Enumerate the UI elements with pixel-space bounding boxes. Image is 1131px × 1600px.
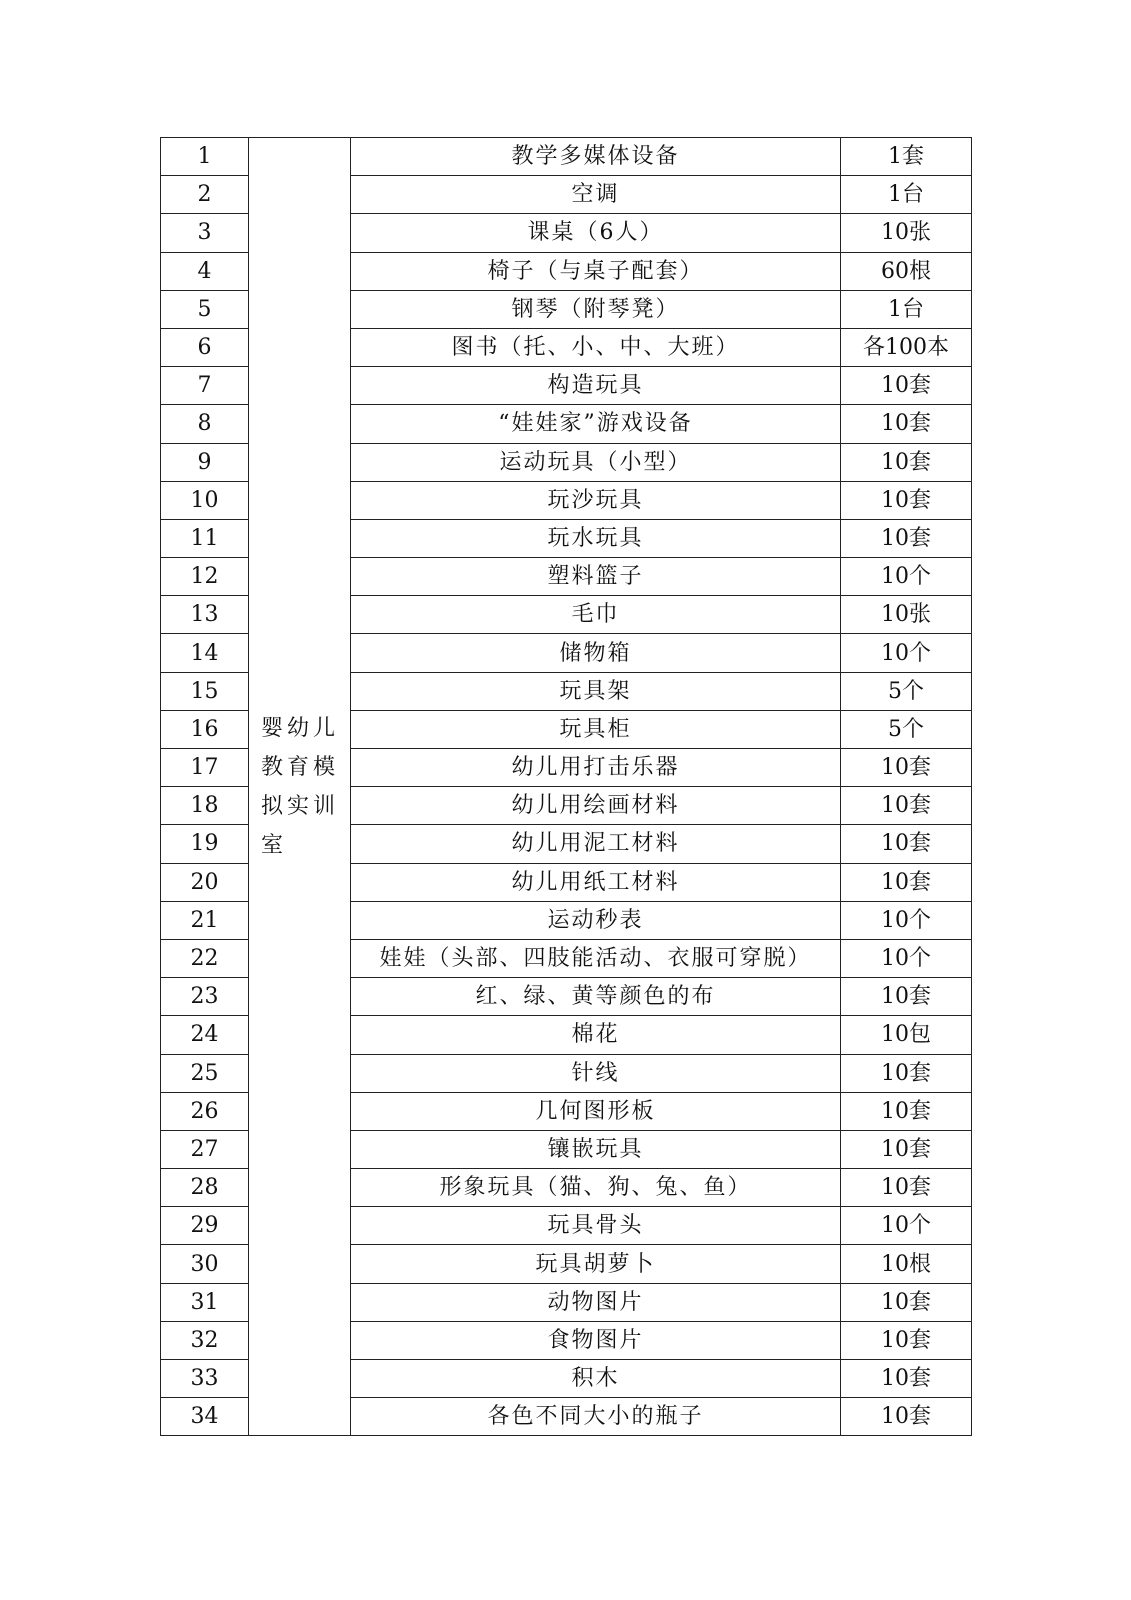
equipment-quantity: 10张 [841, 214, 972, 252]
equipment-name: 娃娃（头部、四肢能活动、衣服可穿脱） [351, 939, 841, 977]
equipment-quantity: 10套 [841, 1092, 972, 1130]
row-number: 23 [161, 978, 249, 1016]
row-number: 6 [161, 328, 249, 366]
equipment-quantity: 10套 [841, 1398, 972, 1436]
equipment-quantity: 1台 [841, 290, 972, 328]
equipment-quantity: 10套 [841, 863, 972, 901]
equipment-name: 动物图片 [351, 1283, 841, 1321]
row-number: 8 [161, 405, 249, 443]
equipment-name: 运动秒表 [351, 901, 841, 939]
equipment-name: 毛巾 [351, 596, 841, 634]
equipment-quantity: 10套 [841, 749, 972, 787]
equipment-name: 塑料篮子 [351, 558, 841, 596]
equipment-name: 椅子（与桌子配套） [351, 252, 841, 290]
equipment-name: 课桌（6人） [351, 214, 841, 252]
equipment-name: 幼儿用泥工材料 [351, 825, 841, 863]
equipment-quantity: 10套 [841, 1283, 972, 1321]
row-number: 29 [161, 1207, 249, 1245]
equipment-quantity: 10根 [841, 1245, 972, 1283]
row-number: 28 [161, 1169, 249, 1207]
equipment-quantity: 10套 [841, 1360, 972, 1398]
equipment-name: 储物箱 [351, 634, 841, 672]
equipment-quantity: 10个 [841, 558, 972, 596]
equipment-name: 玩水玩具 [351, 519, 841, 557]
row-number: 18 [161, 787, 249, 825]
equipment-quantity: 10套 [841, 825, 972, 863]
equipment-name: 镶嵌玩具 [351, 1130, 841, 1168]
equipment-name: 红、绿、黄等颜色的布 [351, 978, 841, 1016]
equipment-quantity: 10套 [841, 787, 972, 825]
equipment-name: 幼儿用打击乐器 [351, 749, 841, 787]
row-number: 4 [161, 252, 249, 290]
equipment-name: 运动玩具（小型） [351, 443, 841, 481]
equipment-quantity: 10个 [841, 634, 972, 672]
equipment-quantity: 10套 [841, 405, 972, 443]
room-name: 婴幼儿教育模拟实训室 [249, 138, 351, 1436]
row-number: 26 [161, 1092, 249, 1130]
equipment-name: 图书（托、小、中、大班） [351, 328, 841, 366]
equipment-quantity: 10套 [841, 367, 972, 405]
equipment-quantity: 10个 [841, 901, 972, 939]
row-number: 25 [161, 1054, 249, 1092]
equipment-name: 幼儿用纸工材料 [351, 863, 841, 901]
equipment-quantity: 1套 [841, 138, 972, 176]
equipment-quantity: 5个 [841, 710, 972, 748]
table-row [161, 138, 972, 176]
equipment-name: 玩具柜 [351, 710, 841, 748]
row-number: 31 [161, 1283, 249, 1321]
equipment-quantity: 10套 [841, 1169, 972, 1207]
row-number: 27 [161, 1130, 249, 1168]
equipment-name: “娃娃家”游戏设备 [351, 405, 841, 443]
row-number: 20 [161, 863, 249, 901]
row-number: 11 [161, 519, 249, 557]
equipment-name: 空调 [351, 176, 841, 214]
equipment-quantity: 10套 [841, 1130, 972, 1168]
equipment-quantity: 10套 [841, 1321, 972, 1359]
row-number: 10 [161, 481, 249, 519]
equipment-name: 几何图形板 [351, 1092, 841, 1130]
equipment-name: 形象玩具（猫、狗、兔、鱼） [351, 1169, 841, 1207]
row-number: 5 [161, 290, 249, 328]
equipment-quantity: 10个 [841, 939, 972, 977]
equipment-quantity: 10套 [841, 443, 972, 481]
equipment-name: 玩具胡萝卜 [351, 1245, 841, 1283]
row-number: 3 [161, 214, 249, 252]
row-number: 1 [161, 138, 249, 176]
row-number: 9 [161, 443, 249, 481]
equipment-quantity: 10个 [841, 1207, 972, 1245]
row-number: 16 [161, 710, 249, 748]
row-number: 14 [161, 634, 249, 672]
row-number: 30 [161, 1245, 249, 1283]
row-number: 34 [161, 1398, 249, 1436]
row-number: 21 [161, 901, 249, 939]
equipment-quantity: 10张 [841, 596, 972, 634]
equipment-name: 棉花 [351, 1016, 841, 1054]
row-number: 24 [161, 1016, 249, 1054]
row-number: 7 [161, 367, 249, 405]
equipment-quantity: 10套 [841, 1054, 972, 1092]
row-number: 12 [161, 558, 249, 596]
equipment-name: 积木 [351, 1360, 841, 1398]
row-number: 2 [161, 176, 249, 214]
equipment-table [160, 137, 972, 1436]
equipment-name: 玩沙玩具 [351, 481, 841, 519]
equipment-name: 各色不同大小的瓶子 [351, 1398, 841, 1436]
row-number: 32 [161, 1321, 249, 1359]
equipment-name: 幼儿用绘画材料 [351, 787, 841, 825]
row-number: 22 [161, 939, 249, 977]
equipment-table-body [161, 138, 972, 1436]
equipment-quantity: 10包 [841, 1016, 972, 1054]
equipment-name: 构造玩具 [351, 367, 841, 405]
equipment-name: 食物图片 [351, 1321, 841, 1359]
equipment-name: 钢琴（附琴凳） [351, 290, 841, 328]
row-number: 17 [161, 749, 249, 787]
equipment-quantity: 60根 [841, 252, 972, 290]
equipment-name: 玩具骨头 [351, 1207, 841, 1245]
equipment-quantity: 10套 [841, 978, 972, 1016]
row-number: 13 [161, 596, 249, 634]
equipment-quantity: 5个 [841, 672, 972, 710]
equipment-name: 针线 [351, 1054, 841, 1092]
equipment-name: 教学多媒体设备 [351, 138, 841, 176]
row-number: 19 [161, 825, 249, 863]
equipment-quantity: 10套 [841, 519, 972, 557]
equipment-quantity: 各100本 [841, 328, 972, 366]
equipment-name: 玩具架 [351, 672, 841, 710]
equipment-quantity: 1台 [841, 176, 972, 214]
row-number: 15 [161, 672, 249, 710]
row-number: 33 [161, 1360, 249, 1398]
equipment-quantity: 10套 [841, 481, 972, 519]
